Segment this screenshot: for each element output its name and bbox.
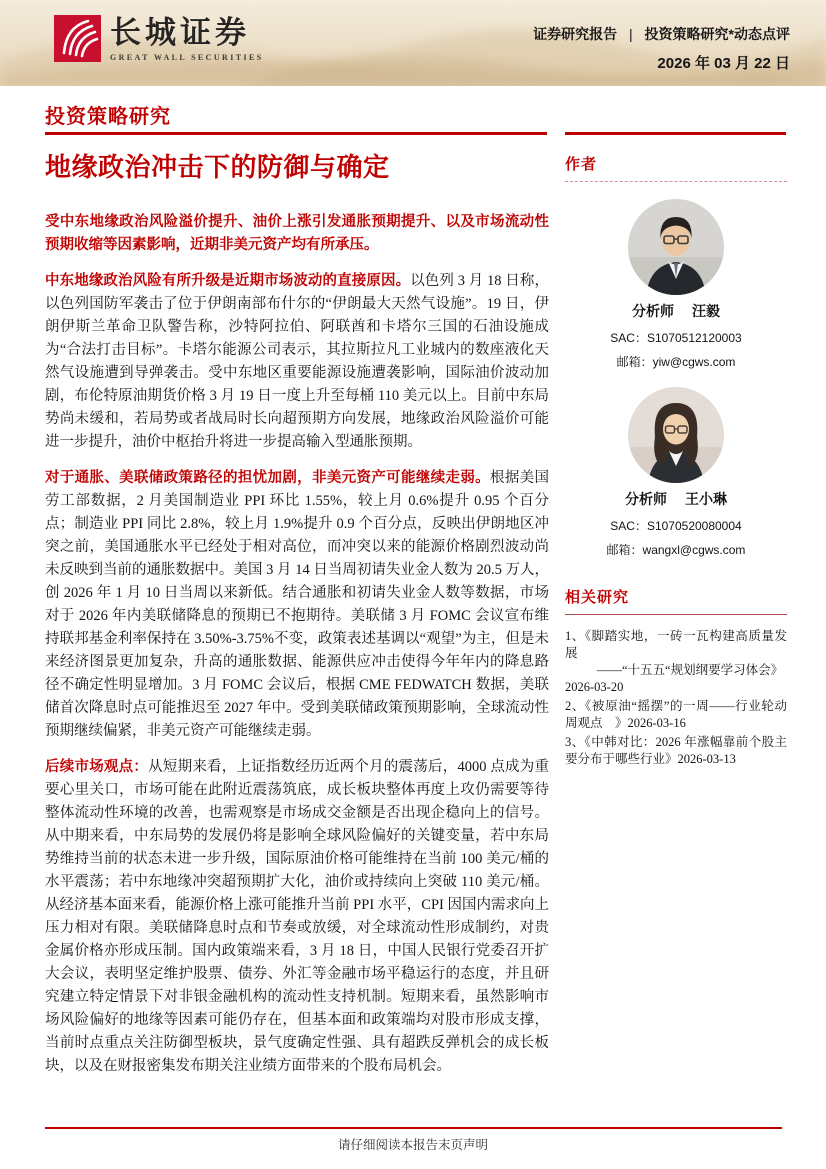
analyst-sac: SAC：S1070520080004 xyxy=(610,519,742,533)
report-type-line xyxy=(533,24,790,44)
related-item-line: ——“十五五“规划纲要学习体会》 xyxy=(597,663,784,677)
analyst-name: 汪毅 xyxy=(692,303,720,319)
section-label: 投资策略研究 xyxy=(45,106,171,128)
page-title: 地缘政治冲击下的防御与确定 xyxy=(45,152,390,182)
related-item-line: 3、《中韩对比：2026 年涨幅靠前个股主要分布于哪些行业》2026-03-13 xyxy=(565,735,787,766)
related-research-divider xyxy=(565,614,787,615)
paragraph-geopolitics xyxy=(45,270,549,454)
analyst-email: 邮箱：wangxl@cgws.com xyxy=(606,543,746,557)
related-research-heading: 相关研究 xyxy=(565,589,630,606)
paragraph-lead: 中东地缘政治风险有所升级是近期市场波动的直接原因。 xyxy=(45,273,411,289)
main-column xyxy=(45,150,549,1091)
separator: | xyxy=(629,26,633,42)
related-item xyxy=(565,628,787,696)
analyst-role: 分析师 xyxy=(632,303,674,319)
brand-text xyxy=(110,15,264,62)
paragraph-lead: 后续市场观点： xyxy=(45,759,149,775)
side-column-rule xyxy=(565,132,786,135)
header-meta xyxy=(533,24,790,73)
authors-divider xyxy=(565,181,787,182)
brand-logo xyxy=(54,15,264,62)
related-item-line: 2、《被原油“摇摆”的一周——行业轮动周观点 》2026-03-16 xyxy=(565,699,787,730)
paragraph-inflation-fed xyxy=(45,467,549,743)
paragraph-body: 以色列 3 月 18 日称，以色列国防军袭击了位于伊朗南部布什尔的“伊朗最大天然气设施”。19 日，伊朗伊斯兰革命卫队警告称，沙特阿拉伯、阿联酋和卡塔尔三国的石油设施成为“合法打击目标”。卡塔尔能源公司表示，其拉斯拉凡工业城内的数座液化天然气设施遭到导弹袭击。受中东地区重要能源设施遭袭影响，国际油价波动加剧，布伦特原油期货价格 3 月 19 日一度上升至每桶 110 美元以上。目前中东局势尚未缓和，若局势或者战局时长向超预期方向发展，地缘政治风险溢价可能进一步提升，油价中枢抬升将进一步提高输入型通胀预期。 xyxy=(45,273,550,450)
report-date: 2026 年 03 月 22 日 xyxy=(657,55,790,72)
related-item-line: 1、《脚踏实地，一砖一瓦构建高质量发展 xyxy=(565,629,787,660)
paragraph-body: 从短期来看，上证指数经历近两个月的震荡后，4000 点成为重要心里关口，市场可能在此附近震荡筑底，成长板块整体再度上攻仍需要等待整体流动性环境的改善，也需观察是市场成交金额是否出现企稳向上的信号。从中期来看，中东局势的发展仍将是影响全球风险偏好的关键变量，若中东局势维持当前的状态未进一步升级，国际原油价格可能维持在当前 100 美元/桶的水平震荡；若中东地缘冲突超预期扩大化，油价或持续向上突破 110 美元/桶。从经济基本面来看，能源价格上涨可能推升当前 PPI 水平，CPI 因国内需求向上压力相对有限。美联储降息时点和节奏或放缓，对全球流动性形成制约，对贵金属价格亦形成压制。国内政策端来看，3 月 18 日，中国人民银行党委召开扩大会议，表明坚定维护股票、债券、外汇等金融市场平稳运行的态度，并且研究建立特定情景下对非银金融机构的流动性支持机制。短期来看，虽然影响市场风险偏好的地缘等因素可能仍存在，但基本面和政策端均对股市形成支撑，当前时点重点关注防御型板块，景气度确定性强、具有超跌反弹机会的成长板块，以及在财报密集发布期关注业绩方面带来的个股布局机会。 xyxy=(45,759,550,1074)
paragraph-body: 根据美国劳工部数据，2 月美国制造业 PPI 环比 1.55%，较上月 0.6%提升 0.95 个百分点；制造业 PPI 同比 2.8%，较上月 1.9%提升 0.9 个百分点，反映出伊朗地区冲突之前，美国通胀水平已经处于相对高位，而冲突以来的能源价格剧烈波动尚未反映到当前的通胀数据中。美国 3 月 14 日当周初请失业金人数为 20.5 万人，创 2026 年 1 月 10 日当周以来新低。结合通胀和初请失业金人数等数据，市场对于 2026 年内美联储降息的预期已不抱期待。美联储 3 月 FOMC 会议宣布维持联邦基金利率保持在 3.50%-3.75%不变，政策表述基调以“观望”为主，但是未来经济图景更加复杂，升高的通胀数据、能源供应冲击使得今年年内的降息路径不确定性明显增加。3 月 FOMC 会议后，根据 CME FEDWATCH 数据，美联储首次降息时点可能推迟至 2027 年中。受到美联储政策预期影响，全球流动性预期继续偏紧，非美元资产可能继续走弱。 xyxy=(45,470,549,739)
analyst-role: 分析师 xyxy=(625,491,667,507)
paragraph-lead: 对于通胀、美联储政策路径的担忧加剧，非美元资产可能继续走弱。 xyxy=(45,470,490,486)
page-header xyxy=(0,0,826,86)
paragraph-market-outlook xyxy=(45,756,549,1078)
authors-heading: 作者 xyxy=(565,156,598,173)
side-column xyxy=(565,153,787,770)
brand-name-cn: 长城证券 xyxy=(110,15,250,50)
main-column-rule xyxy=(45,132,547,135)
paragraph-summary xyxy=(45,211,549,257)
analyst-card xyxy=(565,199,787,370)
great-wall-securities-icon xyxy=(54,15,101,62)
analyst-photo-male xyxy=(628,199,724,295)
related-item xyxy=(565,698,787,732)
brand-name-en: GREAT WALL SECURITIES xyxy=(110,53,264,62)
related-research-list xyxy=(565,628,787,768)
related-item xyxy=(565,734,787,768)
analyst-email: 邮箱：yiw@cgws.com xyxy=(616,355,736,369)
paragraph-lead: 受中东地缘政治风险溢价提升、油价上涨引发通胀预期提升、以及市场流动性预期收缩等因素影响，近期非美元资产均有所承压。 xyxy=(45,214,549,253)
footer-rule xyxy=(45,1127,782,1129)
analyst-name-row xyxy=(565,489,787,509)
analyst-photo-female xyxy=(628,387,724,483)
analyst-name-row xyxy=(565,301,787,321)
report-category: 投资策略研究*动态点评 xyxy=(644,26,790,42)
footer-disclaimer: 请仔细阅读本报告末页声明 xyxy=(337,1138,488,1152)
report-type: 证券研究报告 xyxy=(533,26,618,42)
analyst-card xyxy=(565,387,787,558)
related-item-date: 2026-03-20 xyxy=(565,680,624,694)
analyst-sac: SAC：S1070512120003 xyxy=(610,331,742,345)
analyst-name: 王小琳 xyxy=(685,491,727,507)
